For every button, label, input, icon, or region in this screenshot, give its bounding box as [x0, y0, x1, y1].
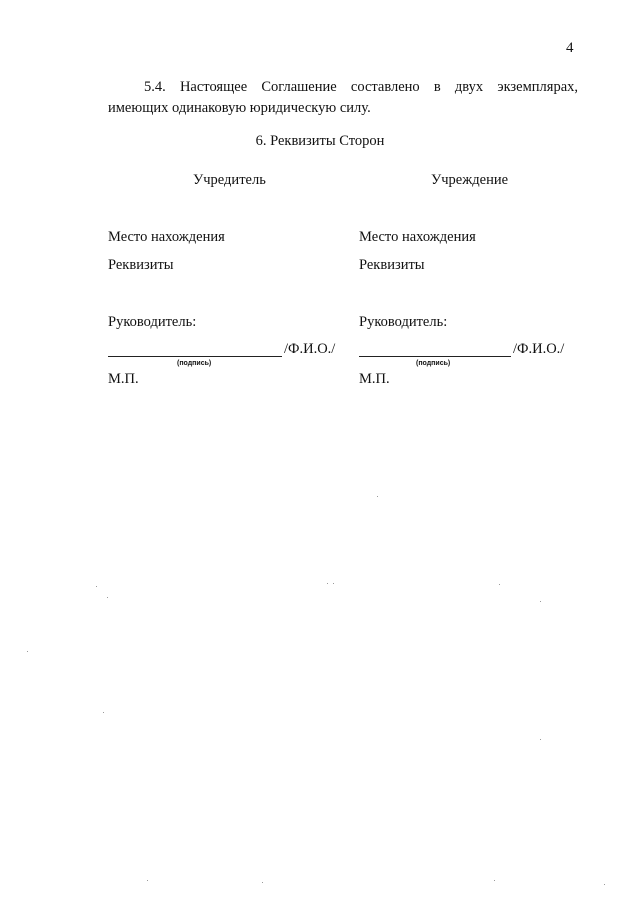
scan-speck: [333, 583, 334, 584]
scan-speck: [27, 651, 28, 652]
scan-speck: [377, 496, 378, 497]
scan-speck: [327, 583, 328, 584]
party-left-details-label: Реквизиты: [108, 257, 174, 273]
scan-speck: [107, 597, 108, 598]
party-right-head-label: Руководитель:: [359, 314, 448, 330]
page-number: 4: [566, 40, 574, 56]
scan-speck: [540, 601, 541, 602]
clause-line-1: 5.4. Настоящее Соглашение составлено в двух экземплярах,: [144, 79, 578, 95]
party-left-head-label: Руководитель:: [108, 314, 197, 330]
section-title: 6. Реквизиты Сторон: [255, 133, 385, 149]
party-left-stamp-label: М.П.: [108, 371, 139, 387]
scan-speck: [604, 884, 605, 885]
scan-speck: [147, 880, 148, 881]
party-right-fio-label: /Ф.И.О./: [513, 341, 565, 357]
party-right-signature-hint: (подпись): [416, 360, 451, 367]
scan-speck: [499, 584, 500, 585]
party-right-details-label: Реквизиты: [359, 257, 425, 273]
scan-speck: [494, 880, 495, 881]
scan-speck: [103, 712, 104, 713]
scan-speck: [96, 586, 97, 587]
party-right-stamp-label: М.П.: [359, 371, 390, 387]
scan-speck: [262, 882, 263, 883]
party-left-fio-label: /Ф.И.О./: [284, 341, 336, 357]
party-left-title: Учредитель: [193, 172, 266, 188]
clause-5-4: [108, 77, 578, 119]
party-left-location-label: Место нахождения: [108, 229, 225, 245]
party-right-title: Учреждение: [431, 172, 509, 188]
party-right-location-label: Место нахождения: [359, 229, 476, 245]
clause-line-2: имеющих одинаковую юридическую силу.: [108, 100, 371, 116]
scan-speck: [540, 739, 541, 740]
party-left-signature-hint: (подпись): [177, 360, 212, 367]
party-right-signature-line: [359, 356, 511, 357]
party-left-signature-line: [108, 356, 282, 357]
